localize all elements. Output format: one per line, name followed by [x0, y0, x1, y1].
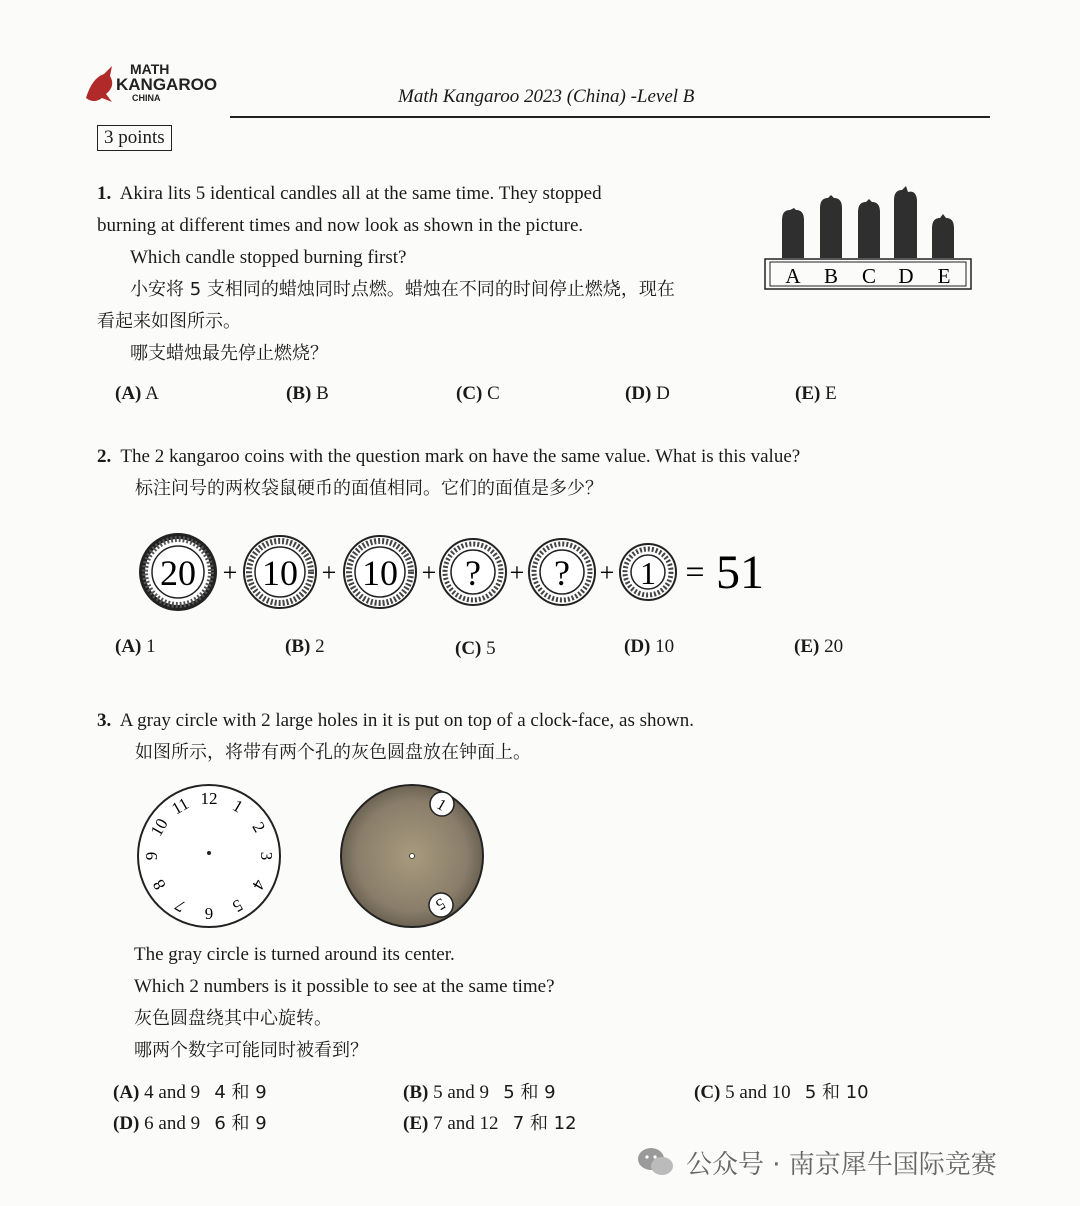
logo-math: MATH [130, 61, 170, 77]
svg-text:5: 5 [432, 894, 448, 914]
clock-number-6: 6 [204, 904, 214, 923]
total-value: 51 [716, 546, 764, 599]
q1-option-d[interactable]: (D) D [625, 383, 670, 404]
header-title: Math Kangaroo 2023 (China) -Level B [398, 86, 695, 107]
candle-label-d: D [898, 264, 914, 288]
clock-number-9: 9 [142, 851, 161, 861]
wechat-icon [636, 1144, 676, 1180]
q2-option-b[interactable]: (B) 2 [285, 636, 325, 657]
plus-3: + [421, 558, 437, 587]
coin-20 [139, 533, 217, 611]
q2-number: 2. [97, 446, 112, 467]
q3-en-line2: The gray circle is turned around its center. [134, 944, 455, 965]
q3-cn-line2: 灰色圆盘绕其中心旋转。 [134, 1008, 332, 1029]
clock-number-5: 5 [229, 895, 247, 917]
q3-option-e[interactable]: (E) 7 and 12 7 和 12 [403, 1113, 577, 1134]
coin-10b-value: 10 [362, 553, 398, 593]
q1-number: 1. [97, 183, 112, 204]
q3-number: 3. [97, 710, 112, 731]
header-rule [230, 116, 990, 118]
svg-text:1: 1 [433, 795, 449, 815]
candle-d [894, 186, 917, 258]
coin-1 [620, 544, 676, 600]
q1-en-line3: Which candle stopped burning first? [130, 247, 407, 268]
q3-text-top [97, 705, 997, 769]
q2-en-line1: The 2 kangaroo coins with the question mark on have the same value. What is this value? [120, 446, 801, 467]
q3-en-line1: A gray circle with 2 large holes in it is put on top of a clock-face, as shown. [119, 710, 694, 731]
clock-number-7: 7 [171, 895, 189, 917]
q1-text [97, 178, 747, 370]
equals-sign: = [685, 554, 705, 591]
q3-cn-line1: 如图所示，将带有两个孔的灰色圆盘放在钟面上。 [135, 742, 531, 763]
coin-question-b-value: ? [554, 553, 570, 593]
logo-kangaroo: KANGAROO [116, 75, 218, 94]
candle-label-c: C [861, 264, 877, 288]
plus-1: + [222, 558, 238, 587]
q2-option-a[interactable]: (A) 1 [115, 636, 156, 657]
gray-disc-figure [337, 780, 489, 932]
q1-option-a[interactable]: (A) A [115, 383, 159, 404]
candle-e [932, 214, 954, 258]
clock-face-figure [133, 780, 285, 932]
q3-text-bottom [134, 939, 834, 1067]
wechat-watermark [636, 1140, 1056, 1184]
coin-question-a [440, 539, 506, 605]
hole-1 [430, 792, 454, 816]
logo-china: CHINA [132, 93, 161, 103]
q3-en-line3: Which 2 numbers is it possible to see at the same time? [134, 976, 555, 997]
coin-question-a-value: ? [465, 553, 481, 593]
hole-5 [429, 893, 453, 917]
q2-text [97, 441, 997, 505]
kangaroo-logo [82, 62, 232, 106]
watermark-text: 公众号 · 南京犀牛国际竞赛 [686, 1150, 997, 1180]
candle-b [820, 195, 842, 258]
points-label: 3 points [97, 125, 172, 151]
q2-option-d[interactable]: (D) 10 [624, 636, 675, 657]
clock-number-1: 1 [229, 795, 247, 817]
plus-2: + [321, 558, 337, 587]
q3-option-d[interactable]: (D) 6 and 9 6 和 9 [113, 1113, 267, 1134]
clock-number-10: 10 [146, 815, 172, 840]
q1-option-b[interactable]: (B) B [286, 383, 329, 404]
coin-10b [344, 536, 416, 608]
q3-option-a[interactable]: (A) 4 and 9 4 和 9 [113, 1082, 267, 1103]
q3-cn-line3: 哪两个数字可能同时被看到？ [134, 1040, 368, 1061]
clock-number-3: 3 [257, 851, 276, 861]
clock-number-4: 4 [248, 876, 270, 894]
q1-option-e[interactable]: (E) E [795, 383, 837, 404]
clock-number-12: 12 [200, 789, 218, 808]
q3-option-c[interactable]: (C) 5 and 10 5 和 10 [694, 1082, 869, 1103]
candle-label-e: E [937, 264, 951, 288]
clock-number-11: 11 [168, 793, 193, 819]
coin-10a-value: 10 [262, 553, 298, 593]
coins-equation [130, 530, 780, 615]
candle-c [858, 199, 880, 258]
kangaroo-icon [82, 64, 116, 104]
candle-a [782, 208, 804, 258]
q1-cn-line2: 看起来如图所示。 [97, 311, 241, 332]
q1-cn-line3: 哪支蜡烛最先停止燃烧？ [130, 343, 328, 364]
coin-20-value: 20 [160, 553, 196, 593]
q2-option-c[interactable]: (C) 5 [455, 638, 496, 659]
candle-label-a: A [785, 264, 801, 288]
clock-number-8: 8 [148, 876, 170, 894]
coin-10a [244, 536, 316, 608]
plus-5: + [599, 558, 615, 587]
candle-label-b: B [823, 264, 839, 288]
candles-figure [760, 180, 980, 295]
coin-question-b [529, 539, 595, 605]
plus-4: + [509, 558, 525, 587]
q1-en-line2: burning at different times and now look as shown in the picture. [97, 215, 584, 236]
q3-option-b[interactable]: (B) 5 and 9 5 和 9 [403, 1082, 556, 1103]
q1-option-c[interactable]: (C) C [456, 383, 500, 404]
coin-1-value: 1 [640, 555, 656, 591]
q2-option-e[interactable]: (E) 20 [794, 636, 844, 657]
q1-en-line1: Akira lits 5 identical candles all at the same time. They stopped [119, 183, 602, 204]
clock-number-2: 2 [248, 818, 270, 836]
q2-cn-line1: 标注问号的两枚袋鼠硬币的面值相同。它们的面值是多少？ [135, 478, 603, 499]
q1-cn-line1: 小安将 5 支相同的蜡烛同时点燃。蜡烛在不同的时间停止燃烧，现在 [130, 279, 675, 300]
